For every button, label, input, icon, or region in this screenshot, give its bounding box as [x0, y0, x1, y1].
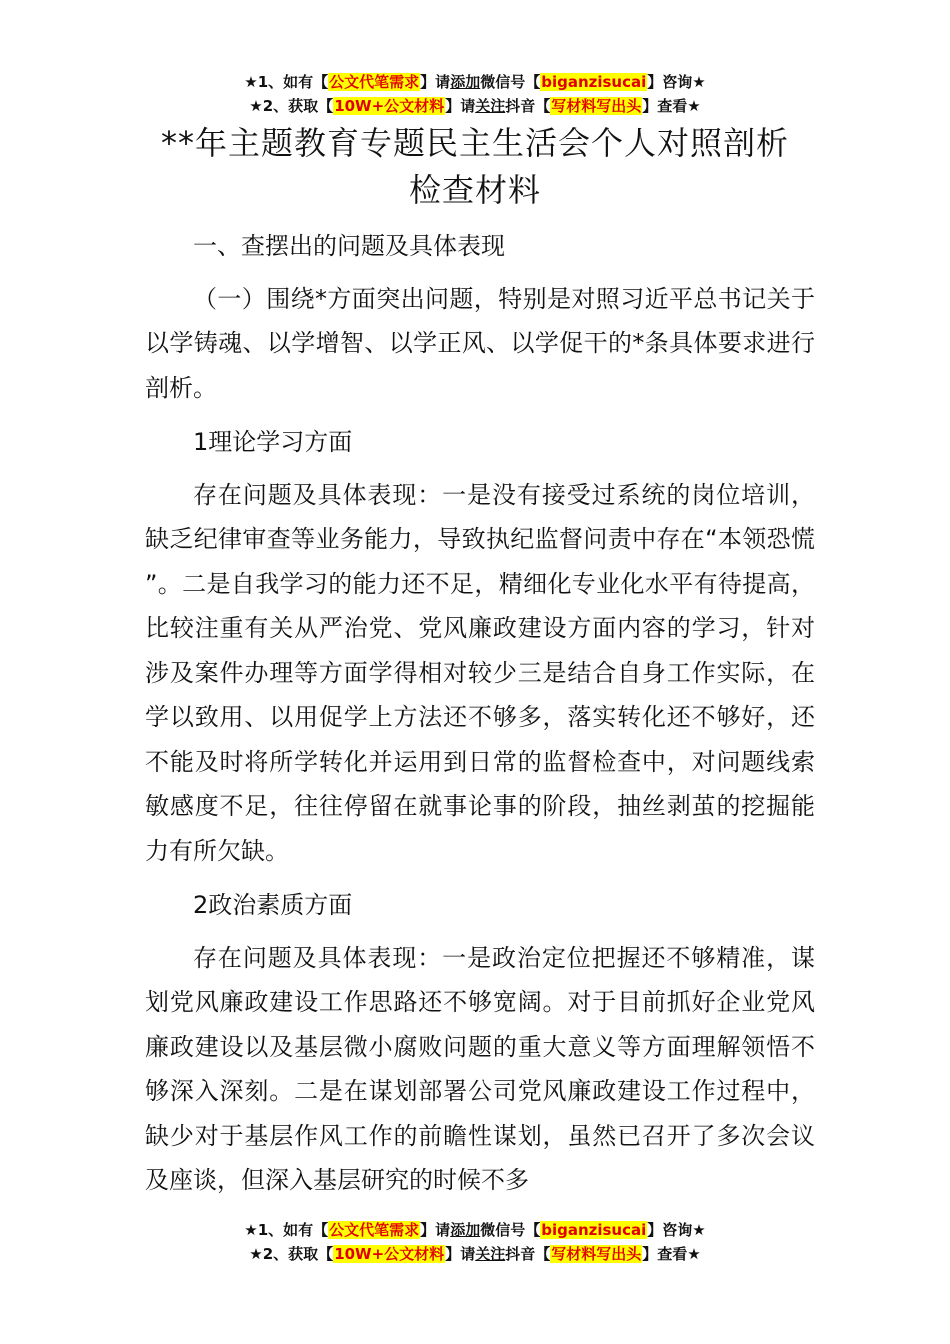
promo-text: 微信号【 [480, 73, 541, 91]
promo-text: 】查看★ [642, 1245, 701, 1263]
star-icon: ★ [249, 1245, 263, 1263]
document-title [0, 120, 950, 214]
star-icon: ★ [244, 73, 258, 91]
promo-text: 】咨询★ [647, 73, 706, 91]
promo-banner-bottom [0, 1218, 950, 1266]
star-icon: ★ [244, 1221, 258, 1239]
wechat-id-highlight: biganzisucai [541, 1221, 647, 1239]
promo-text: 】请 [420, 1221, 451, 1239]
promo-text: 1、如有【 [257, 1221, 329, 1239]
promo-text-underlined: 关注 [475, 97, 506, 115]
promo-line-2 [0, 94, 950, 118]
promo-text: 微信号【 [480, 1221, 541, 1239]
promo-text: 2、获取【 [262, 97, 334, 115]
douyin-id-highlight: 写材料写出头 [551, 1245, 642, 1263]
subsection-paragraph: （一）围绕*方面突出问题，特别是对照习近平总书记关于以学铸魂、以学增智、以学正风、以学促干的*条具体要求进行剖析。 [145, 284, 815, 402]
item-body-theory-study: 存在问题及具体表现：一是没有接受过系统的岗位培训，缺乏纪律审查等业务能力，导致执纪监督问责中存在“本领恐慌 ”。二是自我学习的能力还不足，精细化专业化水平有待提高，比较注重有关从严治党、党风廉政建设方面内容的学习，针对涉及案件办理等方面学得相对较少三是结合自身工作实际，在学以致用、以用促学上方法还不够多，落实转化还不够好，还不能及时将所学转化并运用到日常的监督检查中，对问题线索敏感度不足，往往停留在就事论事的阶段，抽丝剥茧的挖掘能力有所欠缺。 [145, 480, 815, 865]
promo-text: 】请 [445, 1245, 476, 1263]
item-heading-political-quality: 2政治素质方面 [193, 891, 353, 919]
section-heading: 一、查摆出的问题及具体表现 [193, 232, 505, 260]
promo-text-underlined: 添加 [450, 1221, 481, 1239]
title-line-1: **年主题教育专题民主生活会个人对照剖析 [160, 124, 789, 162]
promo-text: 】请 [445, 97, 476, 115]
promo-text: 1、如有【 [257, 73, 329, 91]
promo-line-1 [0, 1218, 950, 1242]
document-body [145, 224, 815, 1213]
promo-text: 抖音【 [505, 97, 551, 115]
promo-line-1 [0, 70, 950, 94]
wechat-id-highlight: biganzisucai [541, 73, 647, 91]
promo-highlight: 公文代笔需求 [329, 73, 420, 91]
promo-highlight: 公文代笔需求 [329, 1221, 420, 1239]
item-body-political-quality: 存在问题及具体表现：一是政治定位把握还不够精准，谋划党风廉政建设工作思路还不够宽阔。对于目前抓好企业党风廉政建设以及基层微小腐败问题的重大意义等方面理解领悟不够深入深刻。二是在谋划部署公司党风廉政建设工作过程中，缺少对于基层作风工作的前瞻性谋划，虽然已召开了多次会议及座谈，但深入基层研究的时候不多 [145, 943, 815, 1194]
promo-banner-top [0, 70, 950, 118]
promo-text-underlined: 关注 [475, 1245, 506, 1263]
promo-text: 2、获取【 [262, 1245, 334, 1263]
promo-highlight: 10W+公文材料 [334, 1245, 445, 1263]
promo-line-2 [0, 1242, 950, 1266]
douyin-id-highlight: 写材料写出头 [551, 97, 642, 115]
promo-text: 】请 [420, 73, 451, 91]
item-heading-theory-study: 1理论学习方面 [193, 428, 353, 456]
promo-text: 】咨询★ [647, 1221, 706, 1239]
promo-text-underlined: 添加 [450, 73, 481, 91]
promo-text: 】查看★ [642, 97, 701, 115]
promo-text: 抖音【 [505, 1245, 551, 1263]
star-icon: ★ [249, 97, 263, 115]
promo-highlight: 10W+公文材料 [334, 97, 445, 115]
title-line-2: 检查材料 [408, 171, 541, 209]
